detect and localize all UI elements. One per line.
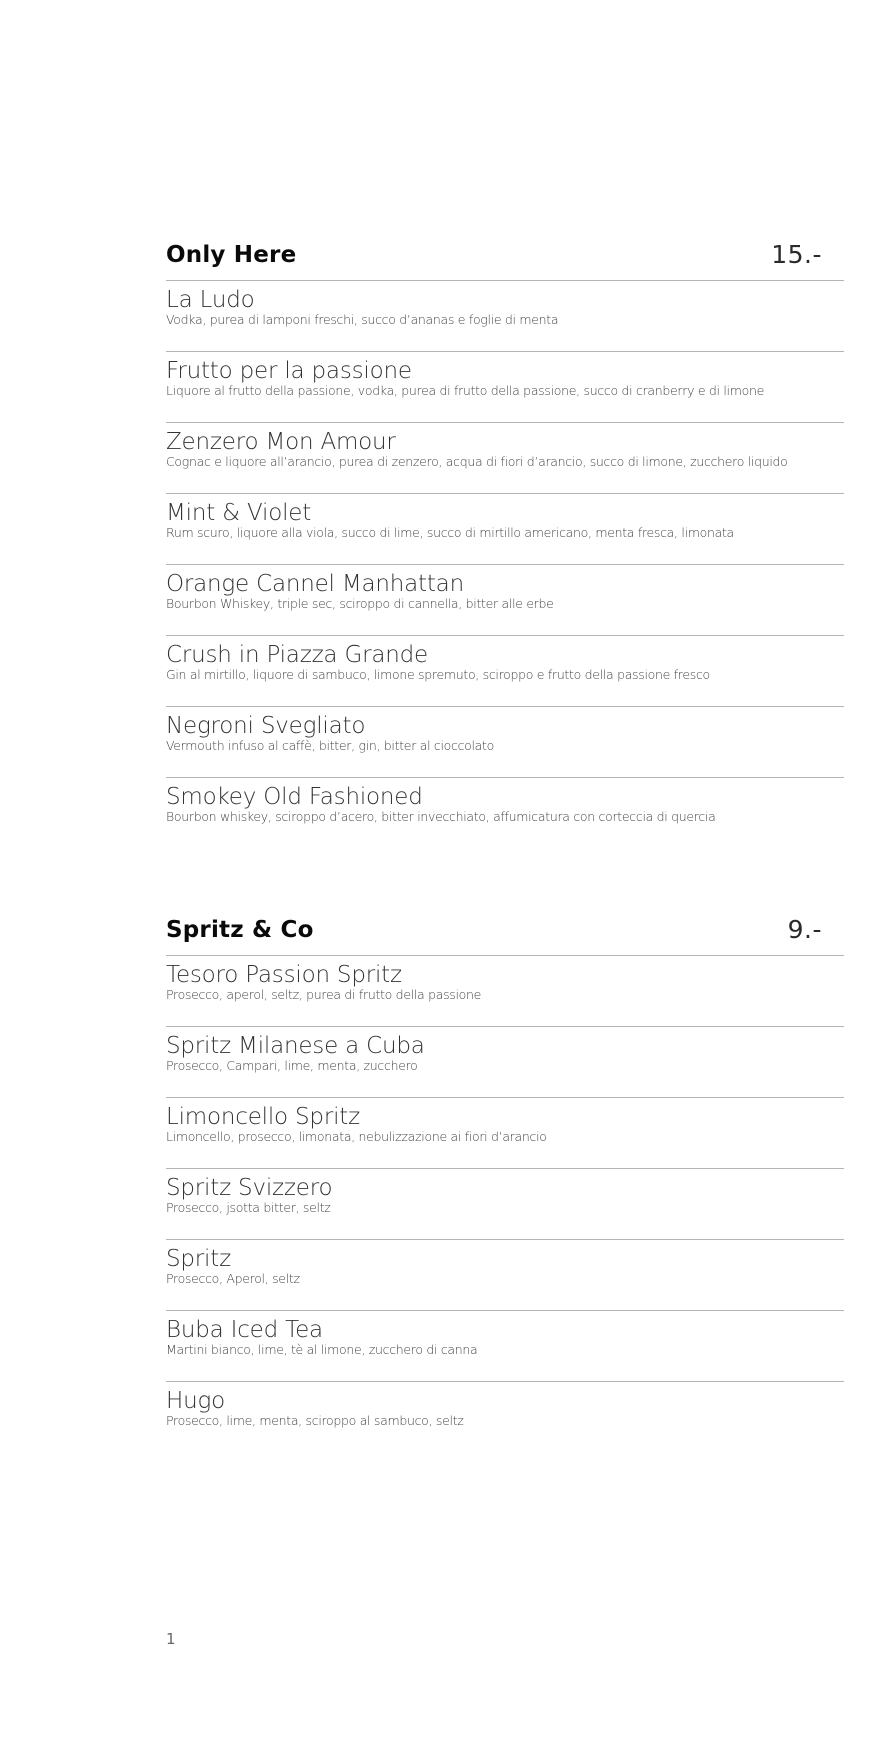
section-price: 15.-: [771, 240, 822, 269]
item-description: Rum scuro, liquore alla viola, succo di lime, succo di mirtillo americano, menta fresca, limonata: [166, 525, 734, 540]
menu-item: [166, 280, 844, 351]
item-name: La Ludo: [166, 287, 255, 313]
item-description: Bourbon whiskey, sciroppo d’acero, bitter invecchiato, affumicatura con corteccia di quercia: [166, 809, 716, 824]
section-only-here: [166, 230, 844, 848]
item-name: Negroni Svegliato: [166, 713, 366, 739]
menu-item: [166, 1097, 844, 1168]
item-name: Limoncello Spritz: [166, 1104, 360, 1130]
item-name: Mint & Violet: [166, 500, 312, 526]
item-name: Hugo: [166, 1388, 225, 1414]
section-spritz-co: [166, 905, 844, 1452]
item-description: Prosecco, jsotta bitter, seltz: [166, 1200, 331, 1215]
item-name: Spritz Milanese a Cuba: [166, 1033, 425, 1059]
item-name: Zenzero Mon Amour: [166, 429, 396, 455]
item-description: Vermouth infuso al caffè, bitter, gin, bitter al cioccolato: [166, 738, 494, 753]
menu-item: [166, 635, 844, 706]
item-name: Spritz Svizzero: [166, 1175, 333, 1201]
item-name: Frutto per la passione: [166, 358, 412, 384]
item-description: Gin al mirtillo, liquore di sambuco, limone spremuto, sciroppo e frutto della passione fresco: [166, 667, 710, 682]
section-title: Only Here: [166, 242, 297, 268]
item-description: Prosecco, aperol, seltz, purea di frutto della passione: [166, 987, 482, 1002]
item-description: Prosecco, Campari, lime, menta, zucchero: [166, 1058, 418, 1073]
item-description: Martini bianco, lime, tè al limone, zucchero di canna: [166, 1342, 478, 1357]
page-number: 1: [166, 1630, 176, 1648]
menu-item: [166, 1239, 844, 1310]
item-description: Cognac e liquore all’arancio, purea di zenzero, acqua di fiori d’arancio, succo di limone, zucchero liquido: [166, 454, 788, 469]
item-name: Smokey Old Fashioned: [166, 784, 423, 810]
menu-item: [166, 351, 844, 422]
item-description: Bourbon Whiskey, triple sec, sciroppo di cannella, bitter alle erbe: [166, 596, 554, 611]
menu-item: [166, 1168, 844, 1239]
menu-page: [166, 0, 844, 1754]
item-name: Buba Iced Tea: [166, 1317, 323, 1343]
item-description: Prosecco, lime, menta, sciroppo al sambuco, seltz: [166, 1413, 464, 1428]
section-header: [166, 230, 844, 280]
item-description: Prosecco, Aperol, seltz: [166, 1271, 300, 1286]
section-price: 9.-: [787, 915, 822, 944]
section-title: Spritz & Co: [166, 917, 314, 943]
item-name: Spritz: [166, 1246, 231, 1272]
item-description: Liquore al frutto della passione, vodka, purea di frutto della passione, succo di cranberry e di limone: [166, 383, 764, 398]
item-description: Vodka, purea di lamponi freschi, succo d’ananas e foglie di menta: [166, 312, 559, 327]
menu-item: [166, 1026, 844, 1097]
menu-item: [166, 706, 844, 777]
section-header: [166, 905, 844, 955]
item-name: Orange Cannel Manhattan: [166, 571, 464, 597]
menu-item: [166, 955, 844, 1026]
item-name: Tesoro Passion Spritz: [166, 962, 402, 988]
menu-item: [166, 777, 844, 848]
menu-item: [166, 493, 844, 564]
menu-item: [166, 1310, 844, 1381]
menu-item: [166, 422, 844, 493]
item-description: Limoncello, prosecco, limonata, nebulizzazione ai fiori d’arancio: [166, 1129, 547, 1144]
menu-item: [166, 1381, 844, 1452]
menu-item: [166, 564, 844, 635]
item-name: Crush in Piazza Grande: [166, 642, 428, 668]
